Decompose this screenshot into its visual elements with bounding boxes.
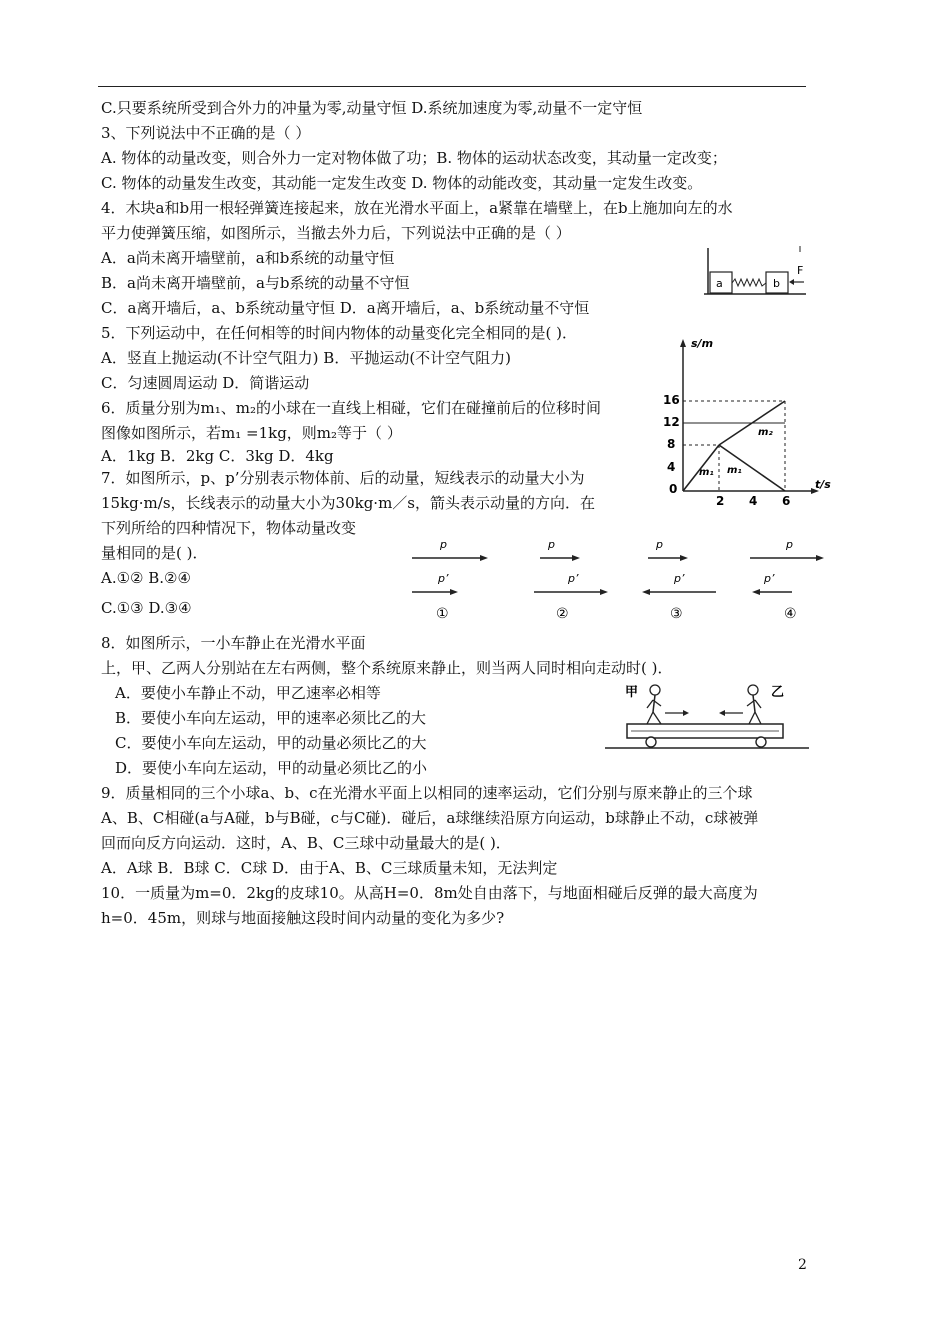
q7-stem-1: 7．如图所示，p、p’分别表示物体前、后的动量，短线表示的动量大小为 [101, 469, 585, 487]
q3-options-ab: A. 物体的动量改变，则合外力一定对物体做了功；B. 物体的运动状态改变，其动量一定改变； [101, 149, 727, 167]
q8-option-c: C．要使小车向左运动，甲的动量必须比乙的大 [115, 734, 427, 752]
xtick-4: 4 [749, 494, 758, 508]
spring-blocks-figure [700, 244, 810, 298]
q5-options-cd: C．匀速圆周运动 D．简谐运动 [101, 374, 310, 392]
q9-stem-2: A、B、C相碰(a与A碰，b与B碰，c与C碰)．碰后，a球继续沿原方向运动，b球静止不动，c球被弹 [101, 809, 759, 827]
q4-option-a: A．a尚未离开墙壁前，a和b系统的动量守恒 [101, 249, 395, 267]
force-f-label: F [797, 264, 804, 277]
ytick-12: 12 [663, 415, 680, 429]
xtick-2: 2 [716, 494, 725, 508]
q8-option-a: A．要使小车静止不动，甲乙速率必相等 [115, 684, 381, 702]
p-label-2: p [548, 538, 555, 551]
pp-label-2: p’ [568, 572, 579, 585]
q6-stem-2: 图像如图所示，若m₁ =1kg，则m₂等于（ ） [101, 424, 402, 442]
page-number: 2 [798, 1257, 807, 1273]
q7-stem-3: 下列所给的四种情况下，物体动量改变 [101, 519, 357, 537]
pp-label-4: p’ [764, 572, 775, 585]
q4-option-b: B．a尚未离开墙壁前，a与b系统的动量不守恒 [101, 274, 410, 292]
q7-options-cd: C.①③ D.③④ [101, 599, 192, 617]
block-a-label: a [716, 277, 723, 290]
graph-ylabel: s/m [691, 337, 714, 350]
q8-option-b: B．要使小车向左运动，甲的速率必须比乙的大 [115, 709, 427, 727]
case-number-4: ④ [784, 606, 797, 622]
header-rule [98, 86, 806, 87]
case-number-3: ③ [670, 606, 683, 622]
xtick-6: 6 [782, 494, 791, 508]
pp-label-3: p’ [674, 572, 685, 585]
q8-stem-1: 8．如图所示，一小车静止在光滑水平面 [101, 634, 366, 652]
block-b-label: b [773, 277, 780, 290]
q9-stem-1: 9．质量相同的三个小球a、b、c在光滑水平面上以相同的速率运动，它们分别与原来静止的三个球 [101, 784, 753, 802]
q9-stem-3: 回而向反方向运动．这时，A、B、C三球中动量最大的是( )． [101, 834, 511, 852]
q7-stem-2: 15kg·m/s，长线表示的动量大小为30kg·m／s，箭头表示动量的方向．在 [101, 494, 595, 512]
q9-options: A．A球 B．B球 C．C球 D．由于A、B、C三球质量未知，无法判定 [101, 859, 558, 877]
position-time-graph [655, 333, 835, 508]
pp-label-1: p’ [438, 572, 449, 585]
graph-xlabel: t/s [815, 478, 831, 491]
cart-people-figure [603, 680, 813, 758]
ytick-0: 0 [669, 482, 678, 496]
ytick-16: 16 [663, 393, 680, 407]
q8-option-d: D．要使小车向左运动，甲的动量必须比乙的小 [115, 759, 428, 777]
line-m1-label-after: m₁ [727, 465, 742, 476]
person-yi-label: 乙 [771, 685, 785, 700]
q10-stem-2: h=0．45m，则球与地面接触这段时间内动量的变化为多少? [101, 909, 505, 927]
case-number-1: ① [436, 606, 449, 622]
person-jia-label: 甲 [625, 685, 639, 700]
q8-stem-2: 上，甲、乙两人分别站在左右两侧，整个系统原来静止，则当两人同时相向走动时( )． [101, 659, 673, 677]
q4-stem-1: 4．木块a和b用一根轻弹簧连接起来，放在光滑水平面上，a紧靠在墙壁上，在b上施加向左的水 [101, 199, 733, 217]
q7-options-ab: A.①② B.②④ [101, 569, 191, 587]
line-m2-label: m₂ [758, 427, 773, 438]
case-number-2: ② [556, 606, 569, 622]
line-m1-label-before: m₁ [699, 467, 714, 478]
q6-stem-1: 6．质量分别为m₁、m₂的小球在一直线上相碰，它们在碰撞前后的位移时间 [101, 399, 602, 417]
p-label-4: p [786, 538, 793, 551]
q3-options-cd: C. 物体的动量发生改变，其动能一定发生改变 D. 物体的动能改变，其动量一定发生改变。 [101, 174, 703, 192]
momentum-arrows-figure [408, 538, 828, 624]
ytick-8: 8 [667, 437, 676, 451]
q3-stem: 3、下列说法中不正确的是（ ） [101, 124, 311, 142]
q4-stem-2: 平力使弹簧压缩，如图所示，当撤去外力后，下列说法中正确的是（ ） [101, 224, 571, 242]
q6-options: A．1kg B．2kg C．3kg D．4kg [101, 447, 334, 465]
q5-options-ab: A．竖直上抛运动(不计空气阻力) B．平抛运动(不计空气阻力) [101, 349, 512, 367]
ytick-4: 4 [667, 460, 676, 474]
q2-options-cd: C.只要系统所受到合外力的冲量为零,动量守恒 D.系统加速度为零,动量不一定守恒 [101, 99, 643, 117]
q7-stem-4: 量相同的是( )． [101, 544, 208, 562]
q5-stem: 5．下列运动中，在任何相等的时间内物体的动量变化完全相同的是( )． [101, 324, 578, 342]
p-label-3: p [656, 538, 663, 551]
q4-options-cd: C．a离开墙后，a、b系统动量守恒 D．a离开墙后，a、b系统动量不守恒 [101, 299, 590, 317]
p-label-1: p [440, 538, 447, 551]
q10-stem-1: 10．一质量为m=0．2kg的皮球10。从高H=0．8m处自由落下，与地面相碰后反弹的最大高度为 [101, 884, 758, 902]
